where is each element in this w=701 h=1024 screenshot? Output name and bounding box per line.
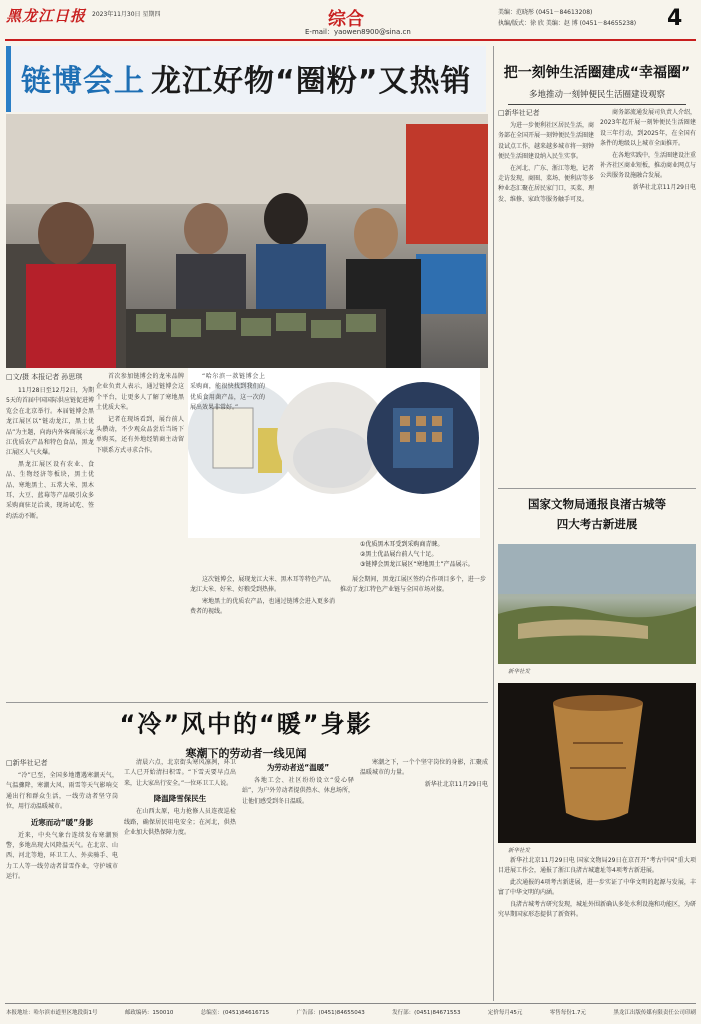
feature-col-2 [124, 758, 236, 1002]
archaeology-subtitle: 四大考古新进展 [556, 517, 638, 531]
right-article-header [498, 62, 696, 105]
mid-article-col [190, 372, 265, 512]
right-text [600, 108, 696, 193]
artifact-photo [498, 683, 696, 843]
hero-text [96, 372, 184, 456]
dateline: 新华社北京11月29日电 [424, 780, 488, 788]
footer-monthly-price: 定价每月45元 [487, 1010, 523, 1016]
hero-article-col-2 [96, 372, 184, 702]
feature-text [360, 758, 488, 790]
editor-line-2: 执编/版式：徐 欣 美编：赵 博 (0451－84655238) [498, 20, 637, 27]
hero-headline-black: 龙江好物“圈粉”又热销 [151, 64, 472, 99]
column-divider [493, 46, 494, 1001]
feature-col-4 [360, 758, 488, 1002]
issue-date: 2023年11月30日 星期四 [92, 11, 161, 18]
hero-article-col-1 [6, 372, 94, 702]
paragraph: 寒地黑土的优质农产品，也通过链博会进入更多消费者的视线。 [190, 597, 335, 616]
footer-address: 本报地址：哈尔滨市道里区地段街1号 [6, 1010, 98, 1016]
photo-credit-1: 新华社发 [508, 669, 531, 675]
archaeology-title: 国家文物局通报良渚古城等 [528, 497, 666, 511]
section-divider [6, 702, 488, 703]
section-email: E-mail：yaowen8900@sina.cn [305, 28, 411, 36]
mid-article-col-3 [340, 575, 486, 700]
mid-text [190, 575, 335, 618]
footer-zip: 邮政编码：150010 [124, 1010, 174, 1016]
section-title: 综合 [328, 9, 364, 30]
photo-captions [360, 540, 488, 570]
paragraph: 良渚古城考古研究发现，城址外围新确认多处水利设施和功能区，为研究早期国家形态提供了新资料。 [498, 900, 696, 919]
feature-text [6, 831, 118, 883]
paragraph: 为进一步便利社区居民生活，商务部在全国开展一刻钟便民生活圈建设试点工作，越来越多城市将一刻钟便民生活圈建设纳入民生实事。 [498, 122, 594, 161]
archaeology-text [498, 856, 696, 920]
masthead-rule [5, 39, 696, 41]
paragraph: 此次通报的4项考古新进展，进一步实证了中华文明的起源与发展，丰富了中华文明的内涵。 [498, 878, 696, 897]
footer-rule [5, 1003, 696, 1004]
footer-retail-price: 零售每份1.7元 [549, 1010, 586, 1016]
title-rule [508, 104, 686, 105]
footer-printer: 黑龙江出版传媒有限责任公司印刷 [613, 1010, 696, 1016]
hero-text [6, 386, 94, 522]
dateline: 新华社北京11月29日电 [632, 183, 696, 191]
feature-col-3 [242, 758, 354, 1002]
paragraph: 寒潮之下，一个个坚守岗位的身影，汇聚成温暖城市的力量。 [360, 759, 488, 777]
feature-text [6, 771, 118, 813]
paragraph: 黑龙江展区设有农业、食品、生物经济等板块，黑土优品、寒地黑土、五常大米、黑木耳、大豆、蓝莓等产品吸引众多采购商驻足洽谈，现场试吃、签约活动不断。 [6, 460, 94, 520]
masthead [0, 0, 701, 40]
caption-1: ①优质黑木耳受到采购商青睐。 [360, 541, 444, 548]
paragraph: 在河北、广东、浙江等地，记者走访发现，商圈、菜场、便利店等多种业态汇聚在居民家门口，买菜、理发、维修、家政等服务触手可及。 [498, 164, 594, 203]
right-article-col-2 [600, 108, 696, 488]
feature-byline: □新华社记者 [6, 759, 48, 767]
mid-article-col-2 [190, 575, 335, 700]
paragraph: 清晨六点，北京街头寒风凛冽，环卫工人已开始清扫积雪。“下雪天要早点出来，让大家出行安全。”一位环卫工人说。 [124, 759, 236, 787]
footer-editorial-phone: 总编室：(0451)84616715 [200, 1010, 270, 1016]
archaeology-article-text [498, 856, 696, 1001]
caption-2: ②黑土优品展台前人气十足。 [360, 551, 438, 558]
right-article-col-1 [498, 108, 594, 488]
feature-subhead-3: 为劳动者送“温暖” [266, 763, 330, 772]
feature-subtitle: 寒潮下的劳动者一线见闻 [185, 747, 307, 760]
paragraph: 11月28日至12月2日，为期5天的首届中国国际供应链促进博览会在北京举行。本届链博会黑龙江展区以“链动龙江，黑土优品”为主题，向海内外客商展示龙江优质农产品和特色食品，黑龙江展区人气火爆。 [6, 387, 94, 457]
archaeology-article-header [498, 496, 696, 532]
feature-title: “冷”风中的“暖”身影 [119, 710, 373, 738]
archaeology-site-photo [498, 544, 696, 664]
landscape-illustration [498, 544, 696, 664]
artifact-illustration [498, 683, 696, 843]
right-text [498, 121, 594, 205]
right-article-title: 把一刻钟生活圈建成“幸福圈” [503, 65, 691, 81]
editor-line-1: 美编：范晓彤 (0451－84613208) [498, 9, 593, 16]
expo-scene-illustration [6, 114, 488, 368]
feature-text [124, 807, 236, 838]
hero-photo-expo-booth [6, 114, 488, 368]
paragraph: 商务部流通发展司负责人介绍，2023年起开展一刻钟便民生活圈建设三年行动，到2025年，在全国有条件的地级以上城市全面推开。 [600, 109, 696, 148]
hero-headline [6, 46, 486, 112]
right-byline: □新华社记者 [498, 109, 540, 117]
paragraph: “冷”已至，全国多地遭遇寒潮天气，气温骤降，寒潮大风、雨雪等天气影响交通出行和群众生活，一线劳动者坚守岗位，用行动温暖城市。 [6, 772, 118, 811]
paragraph: “哈尔滨一款链博会上采购商，能很快找到我们的优质食用菌产品，这一次的展出效果非常好。” [190, 373, 265, 412]
paragraph: 这次链博会，展现龙江大米、黑木耳等特色产品，龙江大米、好米、好粮受到热捧。 [190, 576, 335, 594]
feature-text [124, 758, 236, 789]
page-number: 4 [667, 6, 683, 31]
footer [6, 1008, 696, 1016]
paragraph: 首次参加链博会的龙米品牌企业负责人表示，通过链博会这个平台，让更多人了解了寒地黑土优质大米。 [96, 373, 184, 412]
editor-credits [498, 7, 648, 29]
hero-headline-blue: 链博会上 [21, 64, 145, 99]
paragraph: 在山西太原，电力抢修人员连夜巡检线路，确保居民用电安全；在河北，供热企业加大供热保障力度。 [124, 808, 236, 837]
paragraph: 在各地实践中，生活圈建设注重补齐社区商业短板，推动商业网点与公共服务设施融合发展。 [600, 151, 696, 180]
paragraph: 各地工会、社区纷纷设立“爱心驿站”，为户外劳动者提供热水、休息场所，让他们感受到冬日温暖。 [242, 777, 354, 805]
feature-text [242, 776, 354, 807]
caption-3: ③链博会黑龙江展区“寒地黑土”产品展示。 [360, 561, 474, 568]
feature-subhead-1: 近寒而动“暖”身影 [30, 817, 94, 827]
newspaper-logo: 黑龙江日报 [6, 7, 87, 25]
feature-header [6, 704, 486, 761]
section-divider [498, 488, 696, 489]
right-article-subtitle: 多地推动一刻钟便民生活圈建设观察 [528, 90, 665, 100]
feature-subhead-2: 降温降雪保民生 [153, 794, 207, 804]
paragraph: 近来，中央气象台连续发布寒潮预警，多地出现大风降温天气。在北京、山西、河北等地，环卫工人、外卖骑手、电力工人等一线劳动者冒雪作业，守护城市运行。 [6, 831, 118, 881]
mid-text [190, 372, 265, 414]
paragraph: 展会期间，黑龙江展区签约合作项目多个，进一步推动了龙江特色产业链与全国市场对接。 [340, 576, 486, 594]
footer-distribution-phone: 发行部：(0451)84671553 [392, 1010, 461, 1016]
hero-byline: □文/摄 本报记者 孙思琪 [6, 373, 83, 381]
photo-credit-2: 新华社发 [508, 848, 531, 854]
paragraph: 新华社北京11月29日电 国家文物局29日在京召开“考古中国”重大项目进展工作会，通报了浙江良渚古城遗址等4项考古新进展。 [498, 857, 696, 875]
mid-text [340, 575, 486, 596]
footer-ads-phone: 广告部：(0451)84655043 [296, 1010, 365, 1016]
paragraph: 记者在现场看到，展台前人头攒动，不少观众品尝后当场下单购买，还有外地经销商主动留下联系方式寻求合作。 [96, 415, 184, 454]
feature-col-1 [6, 758, 118, 1002]
